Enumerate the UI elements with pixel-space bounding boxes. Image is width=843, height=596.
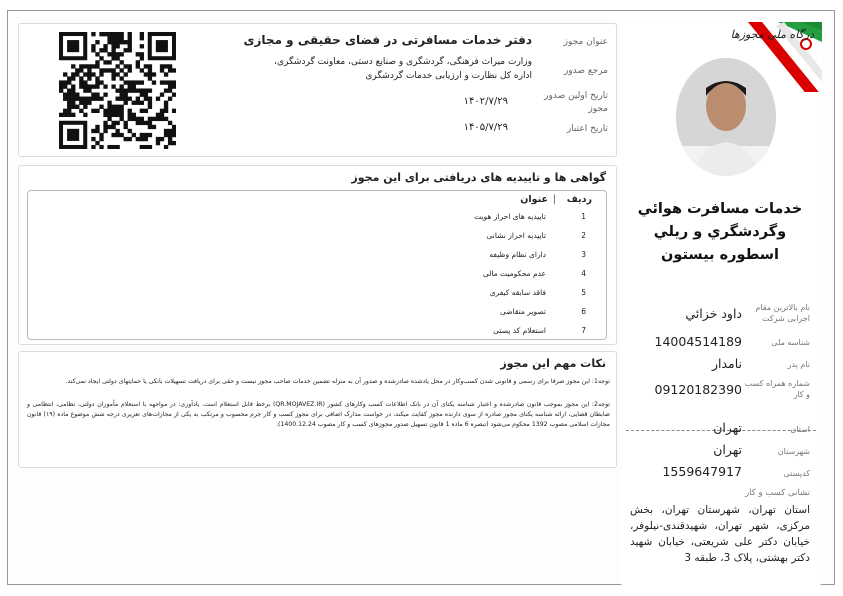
first-issue-label: تاریخ اولین صدور مجوز: [544, 91, 608, 114]
manager-value: داود خزائي: [685, 306, 742, 321]
table-row: [28, 208, 606, 227]
row-title: فاقد سابقه کیفری: [489, 288, 546, 297]
validity-value: ۱۴۰۵/۷/۲۹: [463, 122, 508, 133]
portal-logo-text: درگاه ملی مجوزها: [730, 28, 814, 41]
father-value: نامدار: [711, 356, 742, 371]
company-name: خدمات مسافرت هوائي وگردشگري و ريلي اسطوره بيستون: [637, 201, 803, 263]
province-value: تهران: [713, 420, 742, 435]
county-label: شهرستان: [777, 447, 810, 456]
national-id-label: شناسه ملی: [771, 338, 810, 347]
col-divider: |: [552, 194, 556, 205]
qr-code[interactable]: [59, 32, 176, 149]
table-row: [28, 246, 606, 265]
mobile-label: شماره همراه کسب و کار: [744, 379, 810, 399]
important-notes-card: [18, 351, 617, 468]
national-id-value: 14004514189: [654, 334, 742, 349]
table-row: [28, 227, 606, 246]
certificates-table: [27, 190, 607, 340]
postal-value: 1559647917: [662, 464, 742, 479]
father-label: نام پدر: [787, 360, 810, 369]
owner-photo: [676, 58, 776, 176]
license-title-value: دفتر خدمات مسافرتی در فضای حقیقی و مجازی: [243, 33, 532, 47]
address-value: استان تهران، شهرستان تهران، بخش مرکزی، شهر تهران، شهیدقندی-نیلوفر، خیابان دکتر علی شریعتی، خیابان شهید دکتر بهشتی، پلاک 3، طبقه 3: [630, 504, 810, 564]
row-number: 4: [581, 269, 586, 278]
address-label: نشانی کسب و کار: [745, 488, 810, 498]
first-issue-value: ۱۴۰۲/۷/۲۹: [463, 96, 508, 107]
row-title: عدم محکومیت مالی: [482, 269, 546, 278]
certificates-title: گواهی ها و تاییدیه های دریافتی برای این مجوز: [351, 171, 606, 184]
note-1: توجه1: این مجوز صرفا برای رسمی و قانونی شدن کسب‌وکار در محل یادشده صادرشده و صدور آن به منزله تضمین خدمات صاحب مجوز نیست و حقی برای دریافت تسهیلات بانکی یا حمایتهای دولتی ایجاد نمی‌کند.: [65, 378, 610, 385]
row-title: تصویر متقاضی: [499, 307, 546, 316]
county-value: تهران: [713, 442, 742, 457]
row-title: استعلام کد پستی: [493, 326, 546, 335]
manager-label: نام بالاترین مقام اجرایی شرکت: [755, 303, 810, 323]
table-row: [28, 265, 606, 284]
row-number: 3: [581, 250, 586, 259]
row-title: تاییدیه احراز نشانی: [486, 231, 546, 240]
note-2: توجه2: این مجوز بموجب قانون صادرشده و اعتبار شناسه یکتای آن در بانک اطلاعات کسب وکارهای کشور (QR.MOJAVEZ.IR) برخط قابل استعلام است. یادآوری: در مواجهه با استعلام مأموران دولتی، نظامی، انتظامی و ضابطان قضایی، ارائه شناسه یکتای مجوز صادره از سوی دارنده مجوز کفایت میکند، در خواست مدارک اضافی برای مجوز کسب و کار جرم محسوب و مرتکب به یکی از مجازات‌های تعزیری درجه شش موضوع ماده (۱۹) قانون مجازات اسلامی مصوب 1392 محکوم می‌شود (تبصره 6 ماده 1 قانون تسهیل صدور مجوزهای کسب و کار مصوب 1400.12.24).: [27, 401, 610, 428]
row-number: 6: [581, 307, 586, 316]
issuer-line-1: وزارت میراث فرهنگی، گردشگری و صنایع دستی، معاونت گردشگری،: [274, 57, 532, 67]
issuer-label: مرجع صدور: [563, 66, 608, 76]
postal-label: کدپستی: [783, 469, 810, 478]
certificates-card: [18, 165, 617, 345]
col-row-header: ردیف: [566, 194, 592, 205]
row-number: 5: [581, 288, 586, 297]
notes-title: نکات مهم این مجوز: [500, 357, 606, 370]
row-number: 7: [581, 326, 586, 335]
row-title: تاییدیه های احراز هویت: [474, 212, 546, 221]
row-number: 2: [581, 231, 586, 240]
business-profile-card: [620, 22, 822, 585]
validity-label: تاریخ اعتبار: [566, 124, 608, 134]
table-row: [28, 303, 606, 322]
license-title-label: عنوان مجوز: [563, 37, 608, 47]
table-row: [28, 284, 606, 303]
row-title: دارای نظام وظیفه: [489, 250, 546, 259]
license-info-card: [18, 23, 617, 157]
mobile-value: 09120182390: [654, 382, 742, 397]
province-label: استان: [790, 425, 810, 434]
issuer-line-2: اداره کل نظارت و ارزیابی خدمات گردشگری: [365, 71, 532, 81]
row-number: 1: [581, 212, 586, 221]
table-row: [28, 322, 606, 341]
col-title-header: عنوان: [520, 194, 548, 205]
